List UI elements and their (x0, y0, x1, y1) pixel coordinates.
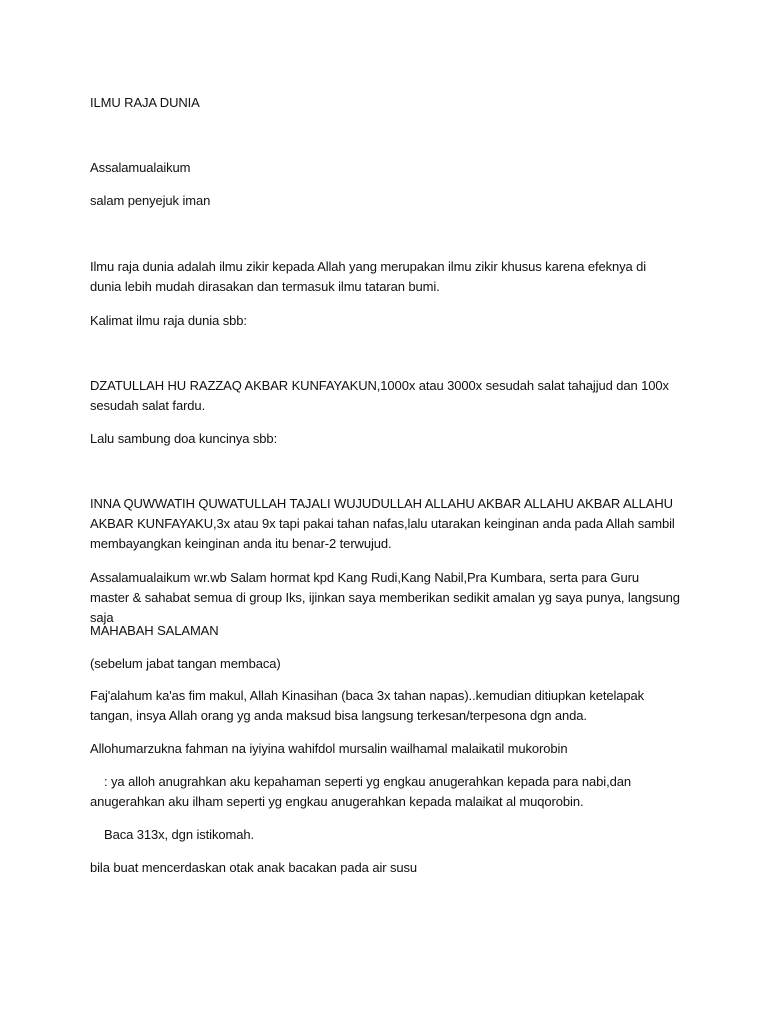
salam-hormat-paragraph: Assalamualaikum wr.wb Salam hormat kpd Kang Rudi,Kang Nabil,Pra Kumbara, serta para Guru master & sahabat semua di group Iks, ijinkan saya memberikan sedikit amalan yg saya punya, langsung saja (90, 570, 680, 625)
intro-paragraph: Ilmu raja dunia adalah ilmu zikir kepada Allah yang merupakan ilmu zikir khusus karena efeknya di dunia lebih mudah dirasakan dan termasuk ilmu tataran bumi. (90, 259, 647, 294)
kalimat-label: Kalimat ilmu raja dunia sbb: (90, 313, 247, 328)
penutup-paragraph: bila buat mencerdaskan otak anak bacakan pada air susu (90, 860, 418, 875)
document-title: ILMU RAJA DUNIA (90, 95, 200, 110)
mahabah-title: MAHABAH SALAMAN (90, 623, 219, 638)
mahabah-paragraph: Faj'alahum ka'as fim makul, Allah Kinasihan (baca 3x tahan napas)..kemudian ditiupkan ketelapak tangan, insya Allah orang yg anda maksud bisa langsung terkesan/terpesona dgn anda. (90, 688, 645, 723)
subgreeting-text: salam penyejuk iman (90, 193, 211, 208)
mahabah-note: (sebelum jabat tangan membaca) (90, 656, 281, 671)
arti-paragraph: : ya alloh anugrahkan aku kepahaman seperti yg engkau anugerahkan kepada para nabi,dan anugerahkan aku ilham seperti yg engkau anugerahkan kepada malaikat al muqorobin. (90, 774, 631, 809)
doa-arab-paragraph: Allohumarzukna fahman na iyiyina wahifdol mursalin wailhamal malaikatil mukorobin (90, 741, 568, 756)
doa-kunci-paragraph: INNA QUWWATIH QUWATULLAH TAJALI WUJUDULLAH ALLAHU AKBAR ALLAHU AKBAR ALLAHU AKBAR KUNFAYAKU,3x atau 9x tapi pakai tahan nafas,lalu utarakan keinginan anda pada Allah sambil membayangkan keinginan anda itu benar-2 terwujud. (90, 496, 675, 551)
greeting-text: Assalamualaikum (90, 160, 191, 175)
dzikir-paragraph: DZATULLAH HU RAZZAQ AKBAR KUNFAYAKUN,1000x atau 3000x sesudah salat tahajjud dan 100x sesudah salat fardu. (90, 378, 669, 413)
doa-label: Lalu sambung doa kuncinya sbb: (90, 431, 278, 446)
baca-paragraph: Baca 313x, dgn istikomah. (104, 827, 254, 842)
